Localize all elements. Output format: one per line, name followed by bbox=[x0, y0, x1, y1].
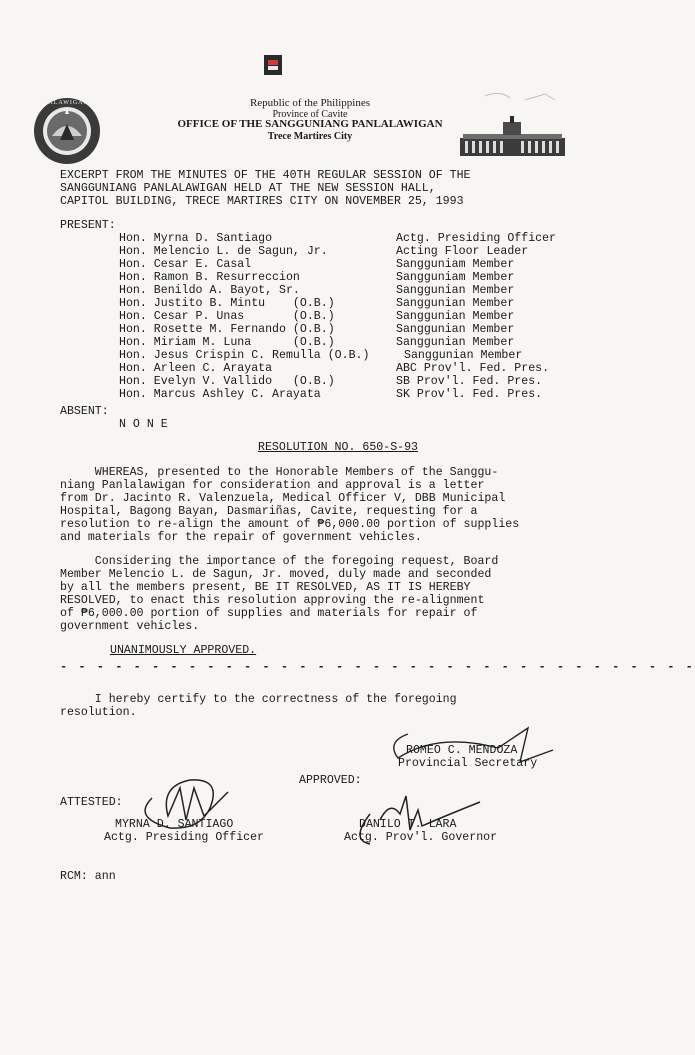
resolution-title: RESOLUTION NO. 650-S-93 bbox=[258, 441, 419, 454]
excerpt-line-2: SANGGUNIANG PANLALAWIGAN HELD AT THE NEW SESSION HALL, bbox=[60, 182, 436, 195]
excerpt-line-3: CAPITOL BUILDING, TRECE MARTIRES CITY ON NOVEMBER 25, 1993 bbox=[60, 195, 464, 208]
approved-name: DANILO T. LARA bbox=[359, 818, 457, 831]
member-name: Hon. Marcus Ashley C. Arayata bbox=[119, 388, 321, 401]
member-role: ABC Prov'l. Fed. Pres. bbox=[396, 362, 550, 375]
attested-label: ATTESTED: bbox=[60, 796, 123, 809]
paragraph-line: government vehicles. bbox=[60, 620, 200, 633]
paragraph-line: of ₱6,000.00 portion of supplies and materials for repair of bbox=[60, 607, 478, 620]
header-city: Trece Martires City bbox=[267, 131, 353, 142]
present-label: PRESENT: bbox=[60, 219, 116, 232]
member-name: Hon. Evelyn V. Vallido (O.B.) bbox=[119, 375, 335, 388]
header-province: Province of Cavite bbox=[272, 109, 348, 120]
member-name: Hon. Ramon B. Resurreccion bbox=[119, 271, 300, 284]
paragraph-line: by all the members present, BE IT RESOLVED, AS IT IS HEREBY bbox=[60, 581, 471, 594]
member-name: Hon. Rosette M. Fernando (O.B.) bbox=[119, 323, 335, 336]
initials: RCM: ann bbox=[60, 870, 116, 883]
member-role: Acting Floor Leader bbox=[396, 245, 529, 258]
member-role: Sanggunian Member bbox=[404, 349, 523, 362]
provincial-seal-icon bbox=[32, 96, 102, 166]
certify-line-2: resolution. bbox=[60, 706, 137, 719]
member-name: Hon. Cesar E. Casal bbox=[119, 258, 252, 271]
secretary-title: Provincial Secretary bbox=[398, 757, 538, 770]
member-name: Hon. Benildo A. Bayot, Sr. bbox=[119, 284, 300, 297]
approved-title: Actg. Prov'l. Governor bbox=[344, 831, 498, 844]
unanimously-approved: UNANIMOUSLY APPROVED. bbox=[110, 644, 257, 657]
member-role: Sanggunian Member bbox=[396, 297, 515, 310]
header-republic: Republic of the Philippines bbox=[249, 97, 371, 109]
member-name: Hon. Justito B. Mintu (O.B.) bbox=[119, 297, 335, 310]
absent-label: ABSENT: bbox=[60, 405, 109, 418]
paragraph-line: niang Panlalawigan for consideration and approval is a letter bbox=[60, 479, 485, 492]
separator-dashes: - - - - - - - - - - - - - - - - - - - - - - - - - - - - - - - - - - - bbox=[60, 660, 695, 674]
certify-line-1: I hereby certify to the correctness of the foregoing bbox=[60, 693, 457, 706]
member-name: Hon. Melencio L. de Sagun, Jr. bbox=[119, 245, 328, 258]
paragraph-line: RESOLVED, to enact this resolution approving the re-alignment bbox=[60, 594, 485, 607]
member-role: Sanggunian Member bbox=[396, 284, 515, 297]
paragraph-line: resolution to re-align the amount of ₱6,000.00 portion of supplies bbox=[60, 518, 520, 531]
paragraph-line: WHEREAS, presented to the Honorable Members of the Sanggu- bbox=[60, 466, 499, 479]
header-office: OFFICE OF THE SANGGUNIANG PANLALAWIGAN bbox=[177, 118, 443, 130]
member-role: Sangguniam Member bbox=[396, 258, 515, 271]
paragraph-line: Member Melencio L. de Sagun, Jr. moved, duly made and seconded bbox=[60, 568, 492, 581]
member-role: SK Prov'l. Fed. Pres. bbox=[396, 388, 543, 401]
attested-name: MYRNA D. SANTIAGO bbox=[115, 818, 234, 831]
member-role: Sanggunian Member bbox=[396, 323, 515, 336]
member-name: Hon. Miriam M. Luna (O.B.) bbox=[119, 336, 335, 349]
paragraph-line: Hospital, Bagong Bayan, Dasmariñas, Cavite, requesting for a bbox=[60, 505, 478, 518]
paragraph-line: Considering the importance of the foregoing request, Board bbox=[60, 555, 499, 568]
capitol-building-icon bbox=[455, 86, 570, 158]
member-role: SB Prov'l. Fed. Pres. bbox=[396, 375, 543, 388]
absent-value: N O N E bbox=[119, 418, 168, 431]
approved-label: APPROVED: bbox=[299, 774, 362, 787]
member-role: Actg. Presiding Officer bbox=[396, 232, 557, 245]
member-role: Sangguniam Member bbox=[396, 271, 515, 284]
excerpt-line-1: EXCERPT FROM THE MINUTES OF THE 40TH REGULAR SESSION OF THE bbox=[60, 169, 471, 182]
member-name: Hon. Jesus Crispin C. Remulla (O.B.) bbox=[119, 349, 370, 362]
seal-lettering: SALAWIGAN bbox=[44, 100, 89, 106]
member-role: Sanggunian Member bbox=[396, 336, 515, 349]
member-name: Hon. Arleen C. Arayata bbox=[119, 362, 273, 375]
paragraph-line: from Dr. Jacinto R. Valenzuela, Medical Officer V, DBB Municipal bbox=[60, 492, 506, 505]
top-emblem-icon bbox=[262, 53, 284, 77]
secretary-name: ROMEO C. MENDOZA bbox=[406, 744, 518, 757]
member-name: Hon. Myrna D. Santiago bbox=[119, 232, 273, 245]
member-role: Sanggunian Member bbox=[396, 310, 515, 323]
member-name: Hon. Cesar P. Unas (O.B.) bbox=[119, 310, 335, 323]
paragraph-line: and materials for the repair of government vehicles. bbox=[60, 531, 422, 544]
attested-title: Actg. Presiding Officer bbox=[104, 831, 265, 844]
